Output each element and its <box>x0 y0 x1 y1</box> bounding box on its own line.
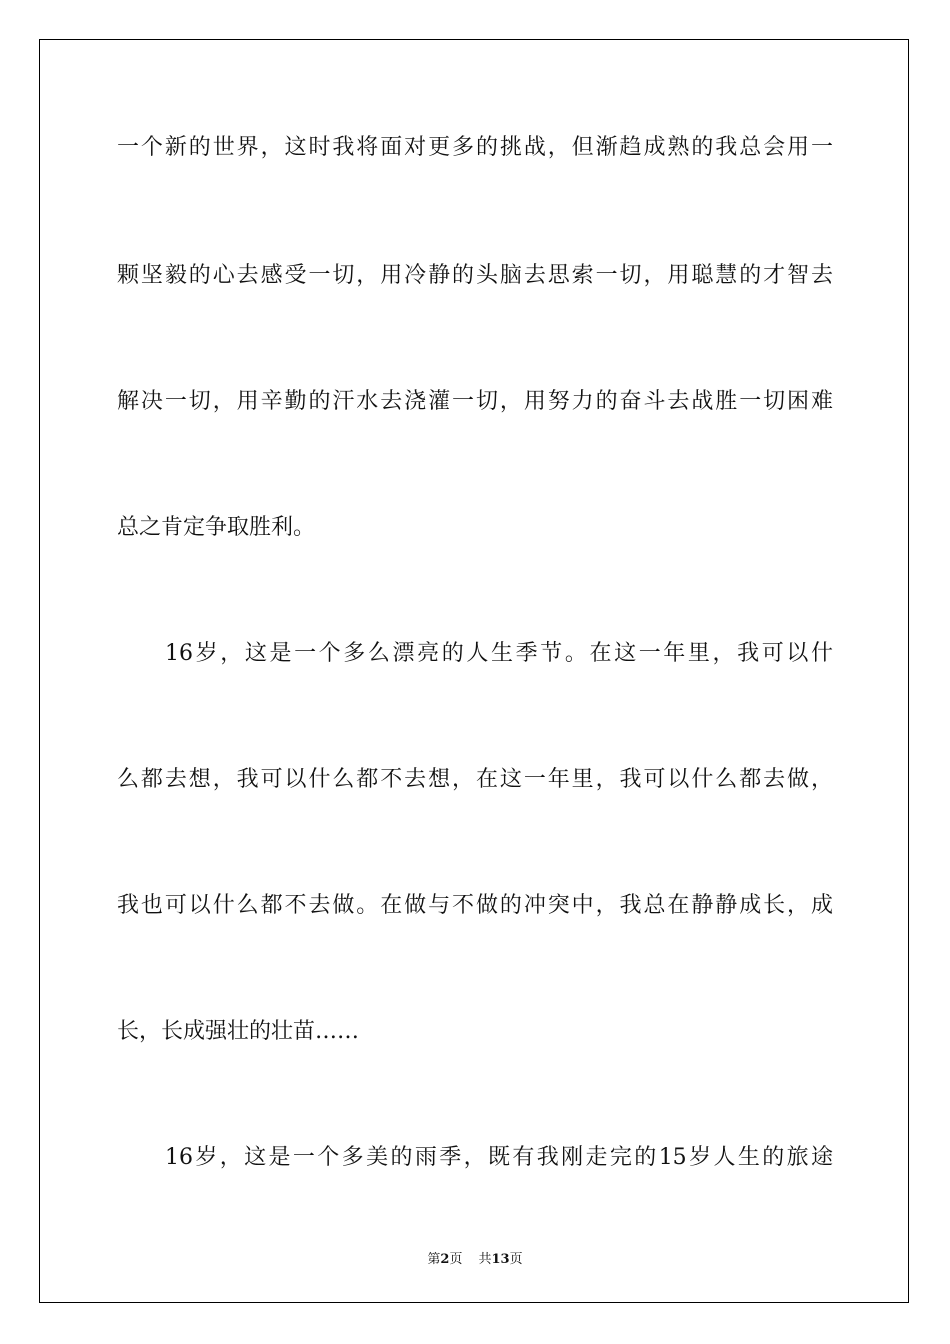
page-total: 共13页 <box>478 1252 523 1267</box>
text-line-5: 16岁，这是一个多么漂亮的人生季节。在这一年里，我可以什 <box>165 641 833 666</box>
text-line-6: 么都去想，我可以什么都不去想，在这一年里，我可以什么都去做， <box>117 767 833 792</box>
page-frame <box>39 39 909 1303</box>
text-line-1: 一个新的世界，这时我将面对更多的挑战，但渐趋成熟的我总会用一 <box>117 135 833 160</box>
text-line-4: 总之肯定争取胜利。 <box>117 515 316 540</box>
page-footer <box>0 1248 950 1267</box>
page-number: 第2页 <box>427 1252 463 1267</box>
text-line-9: 16岁，这是一个多美的雨季，既有我刚走完的15岁人生的旅途 <box>165 1145 833 1170</box>
text-line-7: 我也可以什么都不去做。在做与不做的冲突中，我总在静静成长，成 <box>117 893 833 918</box>
text-line-8: 长，长成强壮的壮苗…… <box>117 1019 360 1044</box>
text-line-2: 颗坚毅的心去感受一切，用冷静的头脑去思索一切，用聪慧的才智去 <box>117 263 833 288</box>
text-line-3: 解决一切，用辛勤的汗水去浇灌一切，用努力的奋斗去战胜一切困难 <box>117 389 833 414</box>
